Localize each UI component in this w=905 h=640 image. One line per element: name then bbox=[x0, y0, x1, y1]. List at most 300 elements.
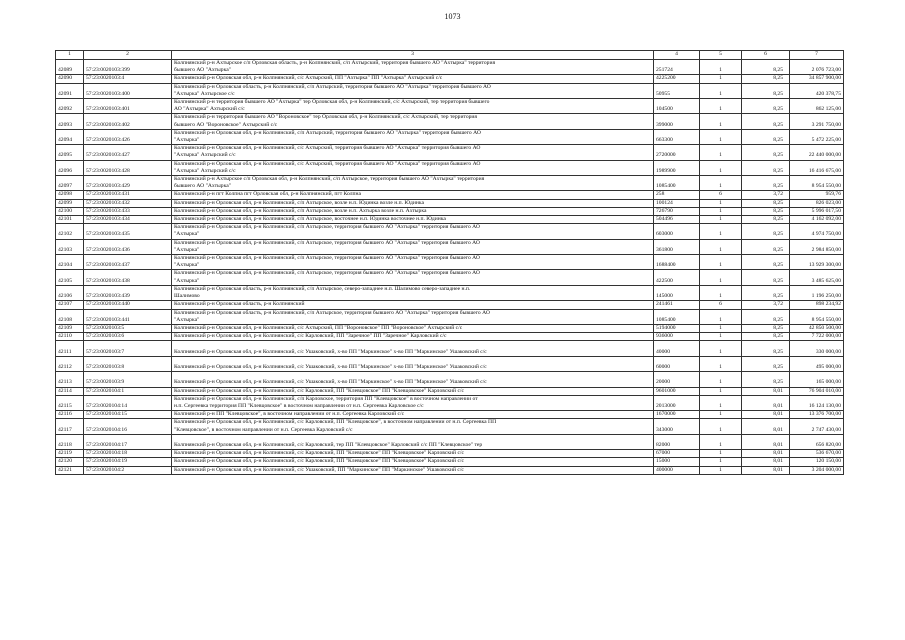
area-value: 663300 bbox=[654, 129, 700, 144]
cadastral-value: 4 974 750,00 bbox=[790, 224, 844, 239]
location-description bbox=[172, 309, 654, 324]
table-row bbox=[56, 395, 844, 410]
category-value: 1 bbox=[700, 458, 742, 466]
description-line: "Ахтырка" bbox=[174, 137, 200, 144]
description-line: Колпнянский р-н Орловская область, р-н Колпнянский bbox=[174, 301, 305, 308]
cadastral-number: 57:23:0020103:438 bbox=[84, 270, 172, 285]
table-row bbox=[56, 129, 844, 144]
description-line bbox=[174, 357, 651, 364]
description-line: бывшего АО "Ахтырка" bbox=[174, 183, 231, 190]
description-line: Колпнянский р-н Орловская обл, р-н Колпнянский, с/с Ахтырский, ПП "Вороновское" ПП "Вороновское" Ахтырский с/с bbox=[174, 324, 463, 331]
cadastral-value: 536 670,00 bbox=[790, 450, 844, 458]
cadastral-value: 2 747 430,00 bbox=[790, 419, 844, 434]
table-row bbox=[56, 466, 844, 474]
rate-value: 8,25 bbox=[742, 199, 790, 207]
area-value: 726790 bbox=[654, 207, 700, 215]
location-description bbox=[172, 224, 654, 239]
area-value: 15000 bbox=[654, 458, 700, 466]
category-value: 1 bbox=[700, 356, 742, 371]
category-value: 1 bbox=[700, 387, 742, 395]
cadastral-value: 330 000,00 bbox=[790, 341, 844, 356]
description-line bbox=[174, 435, 651, 442]
description-line: Колпнянский р-н Ахтырское с/п Орловская обл, р-н Колпнянский, с/п Ахтырское, территория бывшего АО "Ахтырка" территория bbox=[174, 176, 485, 183]
cadastral-number: 57:23:0020103:433 bbox=[84, 207, 172, 215]
cadastral-number: 57:23:0020103:441 bbox=[84, 309, 172, 324]
row-number: 42096 bbox=[56, 160, 84, 175]
area-value: 251724 bbox=[654, 60, 700, 75]
row-number: 42101 bbox=[56, 216, 84, 224]
cadastral-value: 42 850 500,00 bbox=[790, 324, 844, 332]
cadastral-value: 76 904 010,00 bbox=[790, 387, 844, 395]
location-description bbox=[172, 83, 654, 98]
row-number: 42094 bbox=[56, 129, 84, 144]
category-value: 1 bbox=[700, 341, 742, 356]
col-header-7: 7 bbox=[790, 51, 844, 60]
area-value: 60000 bbox=[654, 356, 700, 371]
row-number: 42114 bbox=[56, 387, 84, 395]
table-row bbox=[56, 99, 844, 114]
description-line: Колпнянский р-н территория бывшего АО "Вороновское" тер Орловская обл, р-н Колпнянский, с/с Ахтырский, тер территория bbox=[174, 114, 478, 121]
cadastral-value: 3 291 750,00 bbox=[790, 114, 844, 129]
cadastral-number: 57:23:0020104:2 bbox=[84, 466, 172, 474]
location-description bbox=[172, 411, 654, 419]
table-body bbox=[56, 60, 844, 475]
cadastral-number: 57:23:0020103:431 bbox=[84, 191, 172, 199]
cadastral-value: 34 857 900,00 bbox=[790, 75, 844, 83]
description-line: Колпнянский р-н Орловская область, р-н Колпнянский, с/п Ахтырское, территория бывшего АО "Ахтырка" территория бывшего АО bbox=[174, 309, 490, 316]
cadastral-number: 57:23:0020103:400 bbox=[84, 83, 172, 98]
header-row bbox=[56, 51, 844, 60]
area-value: 422500 bbox=[654, 270, 700, 285]
rate-value: 8,25 bbox=[742, 309, 790, 324]
col-header-1: 1 bbox=[56, 51, 84, 60]
table-row bbox=[56, 458, 844, 466]
rate-value: 8,25 bbox=[742, 341, 790, 356]
table-row bbox=[56, 411, 844, 419]
table-row bbox=[56, 191, 844, 199]
rate-value: 8,25 bbox=[742, 333, 790, 341]
location-description bbox=[172, 333, 654, 341]
description-line: "Ахтырка" bbox=[174, 246, 200, 253]
cadastral-value: 7 722 000,00 bbox=[790, 333, 844, 341]
cadastral-number: 57:23:0020103:437 bbox=[84, 255, 172, 270]
cadastral-value: 898 234,92 bbox=[790, 301, 844, 309]
description-line: Колпнянский р-н Орловская обл, р-н Колпнянский, с/п Ахтырское, территория бывшего АО "Ахтырка" территория бывшего АО bbox=[174, 239, 480, 246]
table-row bbox=[56, 83, 844, 98]
row-number: 42108 bbox=[56, 309, 84, 324]
area-value: 258 bbox=[654, 191, 700, 199]
category-value: 1 bbox=[700, 372, 742, 387]
table-row bbox=[56, 301, 844, 309]
category-value: 1 bbox=[700, 324, 742, 332]
description-line: "Ахтырка" Ахтырский с/с bbox=[174, 167, 236, 174]
category-value: 1 bbox=[700, 224, 742, 239]
cadastral-number: 57:23:0020104:15 bbox=[84, 411, 172, 419]
rate-value: 8,25 bbox=[742, 372, 790, 387]
cadastral-value: 5 996 017,50 bbox=[790, 207, 844, 215]
table-row bbox=[56, 341, 844, 356]
description-line: "Ахтырка" bbox=[174, 231, 200, 238]
description-line: Колпнянский р-н Орловская обл, р-н Колпнянский, с/с Карловский, тер ПП "Клевцовское" Карловский с/с ПП "Клевцовское" тер bbox=[174, 441, 483, 448]
area-value: 100124 bbox=[654, 199, 700, 207]
description-line: Колпнянский р-н Орловская обл, р-н Колпнянский, с/с Ушаковский, х-во ПП "Маркинское" х-во ПП "Маркинское" Ушаковский с/с bbox=[174, 379, 487, 386]
description-line: Колпнянский р-н Орловская обл, р-н Колпнянский, с/с Карловский, ПП "Клевцовское" ПП "Клевцовское" Карловский с/с bbox=[174, 450, 464, 457]
rate-value: 8,25 bbox=[742, 145, 790, 160]
location-description bbox=[172, 395, 654, 410]
location-description bbox=[172, 434, 654, 449]
category-value: 1 bbox=[700, 239, 742, 254]
rate-value: 8,25 bbox=[742, 114, 790, 129]
cadastral-number: 57:23:0020103:9 bbox=[84, 372, 172, 387]
area-value: 40000 bbox=[654, 341, 700, 356]
location-description bbox=[172, 324, 654, 332]
description-line: Колпнянский р-н Орловская обл, р-н Колпнянский, с/п Ахтырское, территория бывшего АО "Ахтырка" территория бывшего АО bbox=[174, 270, 480, 277]
rate-value: 8,25 bbox=[742, 255, 790, 270]
category-value: 1 bbox=[700, 285, 742, 300]
cadastral-value: 8 954 550,00 bbox=[790, 309, 844, 324]
row-number: 42109 bbox=[56, 324, 84, 332]
cadastral-value: 4 162 092,00 bbox=[790, 216, 844, 224]
cadastral-value: 16 124 130,00 bbox=[790, 395, 844, 410]
cadastral-number: 57:23:0020103:8 bbox=[84, 356, 172, 371]
category-value: 1 bbox=[700, 255, 742, 270]
area-value: 399000 bbox=[654, 114, 700, 129]
category-value: 6 bbox=[700, 301, 742, 309]
cadastral-number: 57:23:0020103:399 bbox=[84, 60, 172, 75]
category-value: 1 bbox=[700, 129, 742, 144]
cadastral-number: 57:23:0020103:439 bbox=[84, 285, 172, 300]
row-number: 42097 bbox=[56, 176, 84, 191]
area-value: 4225200 bbox=[654, 75, 700, 83]
location-description bbox=[172, 199, 654, 207]
location-description bbox=[172, 356, 654, 371]
location-description bbox=[172, 216, 654, 224]
description-line: "Ахтырка" Ахтырское с/с bbox=[174, 90, 235, 97]
row-number: 42111 bbox=[56, 341, 84, 356]
row-number: 42104 bbox=[56, 255, 84, 270]
table-row bbox=[56, 387, 844, 395]
location-description bbox=[172, 341, 654, 356]
location-description bbox=[172, 99, 654, 114]
table-row bbox=[56, 216, 844, 224]
row-number: 42091 bbox=[56, 83, 84, 98]
cadastral-number: 57:23:0020104:18 bbox=[84, 450, 172, 458]
location-description bbox=[172, 450, 654, 458]
category-value: 1 bbox=[700, 176, 742, 191]
category-value: 1 bbox=[700, 199, 742, 207]
rate-value: 8,25 bbox=[742, 160, 790, 175]
description-line: Колпнянский р-н Орловская обл, р-н Колпнянский, с/п Ахтырское, территория бывшего АО "Ахтырка" территория бывшего АО bbox=[174, 255, 480, 262]
category-value: 1 bbox=[700, 114, 742, 129]
area-value: 1085400 bbox=[654, 176, 700, 191]
category-value: 1 bbox=[700, 83, 742, 98]
row-number: 42118 bbox=[56, 434, 84, 449]
table-row bbox=[56, 239, 844, 254]
cadastral-number: 57:23:0020104:1 bbox=[84, 387, 172, 395]
description-line: Колпнянский р-н Орловская обл, р-н Колпнянский, с/с Ахтырский, ПП "Ахтырка" ПП "Ахтырка" Ахтырский с/с bbox=[174, 75, 443, 82]
cadastral-value: 5 472 225,00 bbox=[790, 129, 844, 144]
row-number: 42093 bbox=[56, 114, 84, 129]
description-line: Колпнянский р-н Ахтырское с/п Орловская область, р-н Колпнянский, с/п Ахтырский, территория бывшего АО "Ахтырка" территория bbox=[174, 60, 496, 66]
description-line: Колпнянский р-н ПП "Клевцовское", в восточном направлении от н.п. Сергеевка Карловский с/с bbox=[174, 411, 405, 418]
row-number: 42120 bbox=[56, 458, 84, 466]
row-number: 42090 bbox=[56, 75, 84, 83]
description-line: бывшего АО "Ахтырка" bbox=[174, 67, 231, 74]
cadastral-number: 57:23:0020103:440 bbox=[84, 301, 172, 309]
row-number: 42092 bbox=[56, 99, 84, 114]
category-value: 1 bbox=[700, 434, 742, 449]
row-number: 42095 bbox=[56, 145, 84, 160]
description-line: Колпнянский р-н Орловская обл, р-н Колпнянский, с/с Ушаковский, ПП "Маркинское" ПП "Маркинское" Ушаковский с/с bbox=[174, 466, 464, 473]
location-description bbox=[172, 419, 654, 434]
category-value: 1 bbox=[700, 216, 742, 224]
cadastral-value: 2 076 723,00 bbox=[790, 60, 844, 75]
cadastral-number: 57:23:0020103:402 bbox=[84, 114, 172, 129]
location-description bbox=[172, 458, 654, 466]
area-value: 504496 bbox=[654, 216, 700, 224]
cadastral-value: 862 125,00 bbox=[790, 99, 844, 114]
category-value: 1 bbox=[700, 160, 742, 175]
description-line: Колпнянский р-н Орловская обл, р-н Колпнянский, с/п Ахтырское, возле н.п. Ахтырка возле н.п. Ахтырка bbox=[174, 207, 427, 214]
description-line: Колпнянский р-н пгт Колпна пгт Орловская обл, р-н Колпнянский, пгт Колпна bbox=[174, 191, 361, 198]
col-header-2: 2 bbox=[84, 51, 172, 60]
rate-value: 8,25 bbox=[742, 129, 790, 144]
cadastral-value: 13 376 700,00 bbox=[790, 411, 844, 419]
description-line: бывшего АО "Вороновское" Ахтырский с/с bbox=[174, 121, 278, 128]
table-row bbox=[56, 333, 844, 341]
location-description bbox=[172, 207, 654, 215]
cadastral-number: 57:23:0020104:17 bbox=[84, 434, 172, 449]
table-row bbox=[56, 309, 844, 324]
table-row bbox=[56, 207, 844, 215]
table-row bbox=[56, 60, 844, 75]
row-number: 42112 bbox=[56, 356, 84, 371]
area-value: 343000 bbox=[654, 419, 700, 434]
rate-value: 8,25 bbox=[742, 224, 790, 239]
rate-value: 8,01 bbox=[742, 387, 790, 395]
cadastral-number: 57:23:0020104:19 bbox=[84, 458, 172, 466]
category-value: 1 bbox=[700, 207, 742, 215]
cadastral-value: 2 984 850,00 bbox=[790, 239, 844, 254]
row-number: 42100 bbox=[56, 207, 84, 215]
rate-value: 8,25 bbox=[742, 270, 790, 285]
rate-value: 8,25 bbox=[742, 60, 790, 75]
description-line: Колпнянский р-н Орловская обл, р-н Колпнянский, с/п Ахтырское, возле н.п. Юдинка возле н.п. Юдинка bbox=[174, 199, 424, 206]
location-description bbox=[172, 75, 654, 83]
cadastral-number: 57:23:0020103:436 bbox=[84, 239, 172, 254]
cadastral-number: 57:23:0020104:16 bbox=[84, 419, 172, 434]
category-value: 1 bbox=[700, 466, 742, 474]
rate-value: 8,25 bbox=[742, 83, 790, 98]
description-line: Колпнянский р-н Орловская обл, р-н Колпнянский, с/с Карловский, ПП "Клевцовское", в восточном направлении от н.п. Сергеевка ПП bbox=[174, 419, 497, 426]
area-value: 2013000 bbox=[654, 395, 700, 410]
description-line: Колпнянский р-н Орловская обл, р-н Колпнянский, с/п Ахтырский, территория бывшего АО "Ахтырка" территория бывшего АО bbox=[174, 129, 481, 136]
cadastral-value: 1 196 250,00 bbox=[790, 285, 844, 300]
area-value: 20000 bbox=[654, 372, 700, 387]
cadastral-value: 8 954 550,00 bbox=[790, 176, 844, 191]
row-number: 42121 bbox=[56, 466, 84, 474]
location-description bbox=[172, 301, 654, 309]
rate-value: 8,25 bbox=[742, 239, 790, 254]
description-line: Колпнянский р-н Орловская область, р-н Колпнянский, с/п Ахтырский, территория бывшего АО "Ахтырка" территория бывшего АО bbox=[174, 83, 491, 90]
cadastral-number: 57:23:0020103:5 bbox=[84, 324, 172, 332]
cadastral-number: 57:23:0020103:435 bbox=[84, 224, 172, 239]
row-number: 42113 bbox=[56, 372, 84, 387]
description-line: Колпнянский р-н Орловская обл, р-н Колпнянский, с/п Карловское, территория ПП "Клевцовское" в восточном направлении от bbox=[174, 395, 478, 402]
area-value: 1688400 bbox=[654, 255, 700, 270]
area-value: 9601000 bbox=[654, 387, 700, 395]
location-description bbox=[172, 270, 654, 285]
description-line: Колпнянский р-н Орловская обл, р-н Колпнянский, с/п Ахтырское, восточнее н.п. Юдинка восточнее н.п. Юдинка bbox=[174, 216, 446, 223]
category-value: 1 bbox=[700, 450, 742, 458]
table-row bbox=[56, 356, 844, 371]
rate-value: 8,01 bbox=[742, 466, 790, 474]
cadastral-number: 57:23:0020103:7 bbox=[84, 341, 172, 356]
category-value: 1 bbox=[700, 395, 742, 410]
table-row bbox=[56, 372, 844, 387]
description-line: Колпнянский р-н Орловская обл, р-н Колпнянский, с/с Ушаковский, х-во ПП "Маркинское" х-во ПП "Маркинское" Ушаковский с/с bbox=[174, 363, 487, 370]
description-line: АО "Ахтырка" Ахтырский с/с bbox=[174, 106, 245, 113]
rate-value: 8,01 bbox=[742, 458, 790, 466]
area-value: 936000 bbox=[654, 333, 700, 341]
table-row bbox=[56, 176, 844, 191]
cadastral-number: 57:23:0020103:428 bbox=[84, 160, 172, 175]
table-row bbox=[56, 224, 844, 239]
table-row bbox=[56, 419, 844, 434]
category-value: 6 bbox=[700, 191, 742, 199]
table-row bbox=[56, 114, 844, 129]
rate-value: 8,01 bbox=[742, 450, 790, 458]
area-value: 50955 bbox=[654, 83, 700, 98]
row-number: 42106 bbox=[56, 285, 84, 300]
description-line bbox=[174, 372, 651, 379]
cadastral-number: 57:23:0020103:434 bbox=[84, 216, 172, 224]
description-line: "Ахтырка" bbox=[174, 316, 200, 323]
row-number: 42107 bbox=[56, 301, 84, 309]
description-line: Колпнянский р-н Орловская обл, р-н Колпнянский, с/с Ушаковский, х-во ПП "Маркинское" х-во ПП "Маркинское" Ушаковский с/с bbox=[174, 348, 487, 355]
category-value: 1 bbox=[700, 60, 742, 75]
description-line: Шалимово bbox=[174, 293, 200, 300]
table-row bbox=[56, 270, 844, 285]
description-line: "Ахтырка" Ахтырский с/с bbox=[174, 152, 236, 159]
cadastral-value: 120 150,00 bbox=[790, 458, 844, 466]
table-row bbox=[56, 145, 844, 160]
cadastral-number: 57:23:0020103:6 bbox=[84, 333, 172, 341]
table-row bbox=[56, 75, 844, 83]
area-value: 104500 bbox=[654, 99, 700, 114]
col-header-4: 4 bbox=[654, 51, 700, 60]
description-line: Колпнянский р-н Орловская обл, р-н Колпнянский, с/с Ахтырский, территория бывшего АО "Ахтырка" территория бывшего АО bbox=[174, 145, 481, 152]
table-row bbox=[56, 160, 844, 175]
rate-value: 8,25 bbox=[742, 356, 790, 371]
cadastral-number: 57:23:0020103:429 bbox=[84, 176, 172, 191]
page-number: 1073 bbox=[444, 12, 461, 21]
area-value: 400000 bbox=[654, 466, 700, 474]
area-value: 5194000 bbox=[654, 324, 700, 332]
cadastral-number: 57:23:0020103:427 bbox=[84, 145, 172, 160]
cadastral-value: 13 929 300,00 bbox=[790, 255, 844, 270]
cadastral-number: 57:23:0020104:14 bbox=[84, 395, 172, 410]
row-number: 42116 bbox=[56, 411, 84, 419]
rate-value: 8,01 bbox=[742, 419, 790, 434]
rate-value: 8,25 bbox=[742, 99, 790, 114]
land-registry-table bbox=[55, 50, 844, 475]
description-line: Колпнянский р-н территория бывшего АО "Ахтырка" тер Орловская обл, р-н Колпнянский, с/с Ахтырский, тер территория бывшего bbox=[174, 99, 490, 106]
location-description bbox=[172, 387, 654, 395]
rate-value: 8,25 bbox=[742, 207, 790, 215]
rate-value: 3,72 bbox=[742, 301, 790, 309]
table-row bbox=[56, 255, 844, 270]
row-number: 42110 bbox=[56, 333, 84, 341]
area-value: 2720000 bbox=[654, 145, 700, 160]
area-value: 1085400 bbox=[654, 309, 700, 324]
table-row bbox=[56, 199, 844, 207]
rate-value: 8,25 bbox=[742, 75, 790, 83]
area-value: 82000 bbox=[654, 434, 700, 449]
description-line: Колпнянский р-н Орловская область, р-н Колпнянский, с/п Ахтырское, северо-западнее н.п. Шалимово северо-западнее н.п. bbox=[174, 285, 471, 292]
cadastral-number: 57:23:0020103:4 bbox=[84, 75, 172, 83]
row-number: 42117 bbox=[56, 419, 84, 434]
rate-value: 8,25 bbox=[742, 176, 790, 191]
location-description bbox=[172, 145, 654, 160]
category-value: 1 bbox=[700, 270, 742, 285]
col-header-3: 3 bbox=[172, 51, 654, 60]
area-value: 67000 bbox=[654, 450, 700, 458]
description-line: "Клевцовское", в восточном направлении от н.п. Сергеевка Карловский с/с bbox=[174, 426, 353, 433]
table-row bbox=[56, 324, 844, 332]
rate-value: 3,72 bbox=[742, 191, 790, 199]
description-line: н.п. Сергеевка территория ПП "Клевцовское" в восточном направлении от н.п. Сергеевка Карловское с/с bbox=[174, 402, 424, 409]
location-description bbox=[172, 60, 654, 75]
row-number: 42105 bbox=[56, 270, 84, 285]
row-number: 42099 bbox=[56, 199, 84, 207]
table-row bbox=[56, 450, 844, 458]
rate-value: 8,25 bbox=[742, 324, 790, 332]
cadastral-number: 57:23:0020103:426 bbox=[84, 129, 172, 144]
description-line: "Ахтырка" bbox=[174, 262, 200, 269]
description-line: "Ахтырка" bbox=[174, 277, 200, 284]
cadastral-value: 656 820,00 bbox=[790, 434, 844, 449]
location-description bbox=[172, 129, 654, 144]
col-header-5: 5 bbox=[700, 51, 742, 60]
area-value: 1989900 bbox=[654, 160, 700, 175]
location-description bbox=[172, 191, 654, 199]
table-row bbox=[56, 434, 844, 449]
location-description bbox=[172, 160, 654, 175]
location-description bbox=[172, 114, 654, 129]
rate-value: 8,25 bbox=[742, 285, 790, 300]
location-description bbox=[172, 255, 654, 270]
description-line: Колпнянский р-н Орловская обл, р-н Колпнянский, с/с Карловский, ПП "Клевцовское" ПП "Клевцовское" Карловский с/с bbox=[174, 387, 464, 394]
area-value: 145000 bbox=[654, 285, 700, 300]
area-value: 241461 bbox=[654, 301, 700, 309]
location-description bbox=[172, 372, 654, 387]
cadastral-value: 826 023,00 bbox=[790, 199, 844, 207]
category-value: 1 bbox=[700, 75, 742, 83]
area-value: 361800 bbox=[654, 239, 700, 254]
col-header-6: 6 bbox=[742, 51, 790, 60]
description-line bbox=[174, 341, 651, 348]
description-line: Колпнянский р-н Орловская обл, р-н Колпнянский, с/п Ахтырское, территория бывшего АО "Ахтырка" территория бывшего АО bbox=[174, 224, 480, 231]
cadastral-value: 22 440 000,00 bbox=[790, 145, 844, 160]
rate-value: 8,01 bbox=[742, 411, 790, 419]
area-value: 1670000 bbox=[654, 411, 700, 419]
category-value: 1 bbox=[700, 145, 742, 160]
row-number: 42098 bbox=[56, 191, 84, 199]
category-value: 1 bbox=[700, 333, 742, 341]
rate-value: 8,25 bbox=[742, 216, 790, 224]
rate-value: 8,01 bbox=[742, 395, 790, 410]
